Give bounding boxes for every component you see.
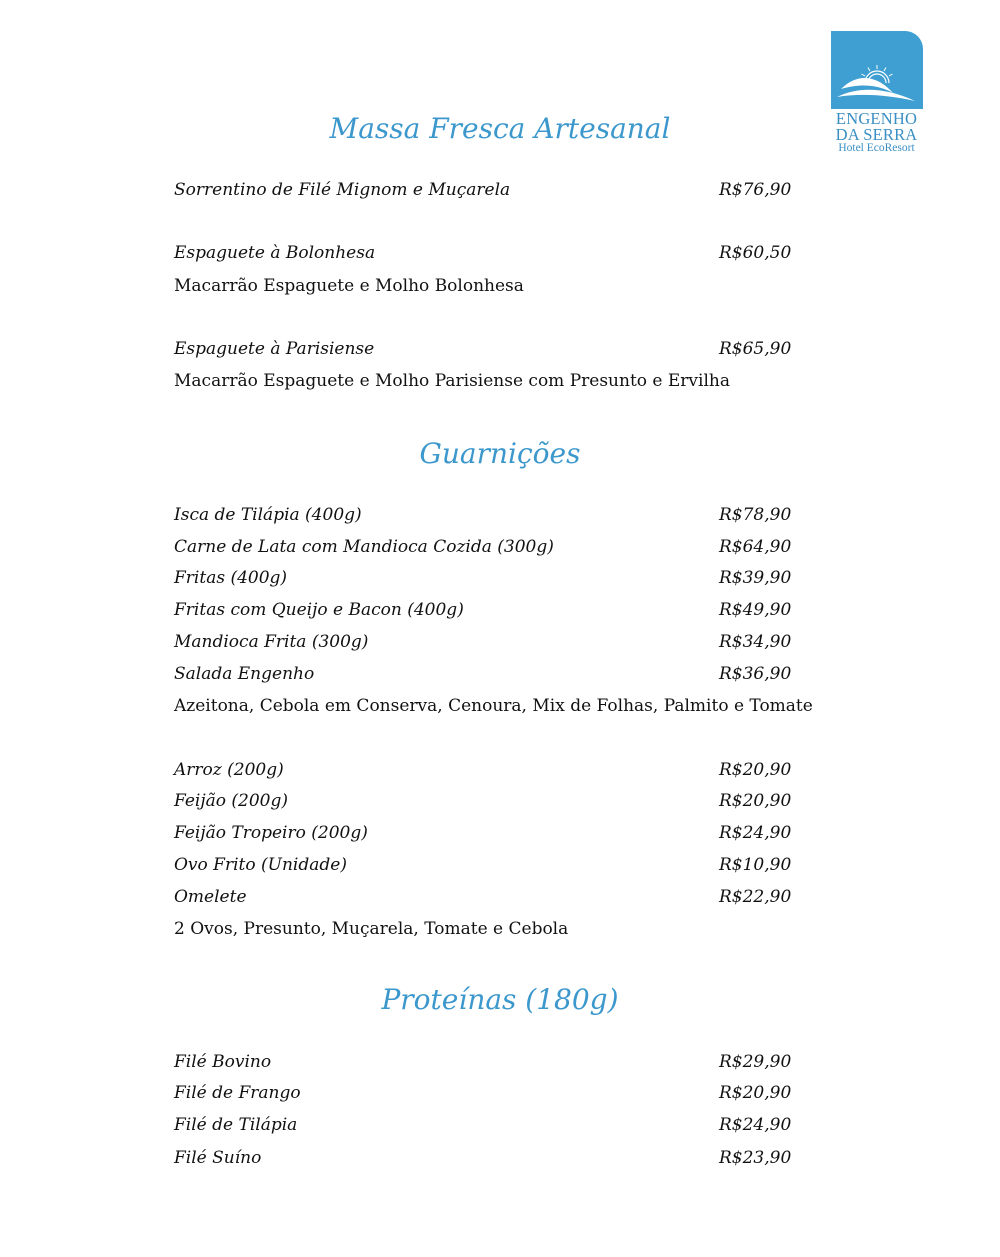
menu-item-name: Sorrentino de Filé Mignom e Muçarela — [174, 180, 511, 200]
menu-item-price: R$36,90 — [719, 664, 792, 684]
logo-line-3: Hotel EcoResort — [838, 142, 915, 154]
section-title-guarnicoes: Guarnições — [419, 437, 581, 470]
menu-item-name: Omelete — [174, 887, 247, 907]
menu-item-price: R$20,90 — [719, 791, 792, 811]
menu-item-price: R$20,90 — [719, 1083, 792, 1103]
menu-item-name: Espaguete à Parisiense — [174, 339, 375, 359]
menu-item-name: Feijão (200g) — [174, 791, 289, 811]
menu-item-price: R$22,90 — [719, 887, 792, 907]
menu-item-name: Arroz (200g) — [174, 760, 284, 780]
menu-item-price: R$34,90 — [719, 632, 792, 652]
menu-item-price: R$10,90 — [719, 855, 792, 875]
menu-item-name: Espaguete à Bolonhesa — [174, 243, 376, 263]
sun-waves-icon — [831, 31, 923, 109]
logo-emblem — [831, 31, 923, 109]
menu-item-price: R$24,90 — [719, 823, 792, 843]
menu-item-name: Isca de Tilápia (400g) — [174, 505, 362, 525]
menu-item-name: Feijão Tropeiro (200g) — [174, 823, 368, 843]
menu-item-name: Filé Bovino — [174, 1052, 272, 1072]
menu-item-price: R$49,90 — [719, 600, 792, 620]
logo-line-2: DA SERRA — [835, 125, 918, 144]
menu-item-name: Filé de Frango — [174, 1083, 301, 1103]
menu-item-price: R$65,90 — [719, 339, 792, 359]
menu-item-name: Fritas com Queijo e Bacon (400g) — [174, 600, 464, 620]
menu-item-name: Mandioca Frita (300g) — [174, 632, 369, 652]
menu-item-price: R$24,90 — [719, 1115, 792, 1135]
menu-item-name: Carne de Lata com Mandioca Cozida (300g) — [174, 537, 554, 557]
menu-item-description: 2 Ovos, Presunto, Muçarela, Tomate e Cebola — [174, 919, 569, 939]
menu-item-name: Filé de Tilápia — [174, 1115, 298, 1135]
menu-item-description: Macarrão Espaguete e Molho Bolonhesa — [174, 276, 524, 296]
menu-item-price: R$78,90 — [719, 505, 792, 525]
logo-line-1: ENGENHO — [835, 109, 918, 128]
menu-item-price: R$76,90 — [719, 180, 792, 200]
menu-item-price: R$23,90 — [719, 1148, 792, 1168]
menu-item-name: Salada Engenho — [174, 664, 315, 684]
menu-item-name: Fritas (400g) — [174, 568, 288, 588]
menu-item-price: R$29,90 — [719, 1052, 792, 1072]
menu-item-price: R$60,50 — [719, 243, 792, 263]
menu-item-price: R$39,90 — [719, 568, 792, 588]
menu-item-name: Filé Suíno — [174, 1148, 262, 1168]
menu-item-description: Azeitona, Cebola em Conserva, Cenoura, Mix de Folhas, Palmito e Tomate — [174, 696, 813, 716]
section-title-massa: Massa Fresca Artesanal — [329, 112, 671, 145]
menu-item-price: R$64,90 — [719, 537, 792, 557]
menu-item-name: Ovo Frito (Unidade) — [174, 855, 347, 875]
menu-item-description: Macarrão Espaguete e Molho Parisiense com Presunto e Ervilha — [174, 371, 730, 391]
menu-item-price: R$20,90 — [719, 760, 792, 780]
section-title-proteinas: Proteínas (180g) — [381, 983, 619, 1016]
